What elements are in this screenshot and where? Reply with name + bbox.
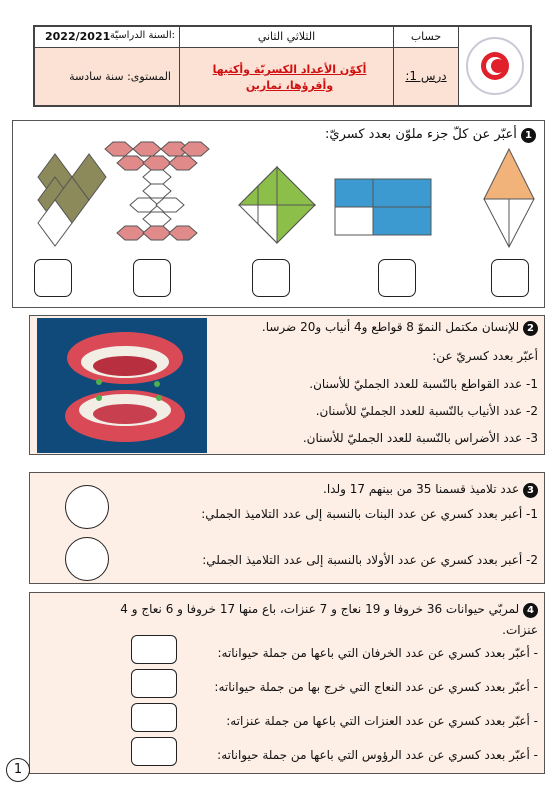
ex1-answer-box-5[interactable]	[491, 259, 529, 297]
figure-orange-kite	[484, 149, 534, 247]
exercise-3	[29, 472, 545, 584]
ex4-number: 4	[523, 603, 538, 618]
ex1-answer-box-3[interactable]	[252, 259, 290, 297]
header-table	[33, 25, 532, 107]
subject: حساب	[410, 30, 442, 43]
ex4-item-1: - أعبّر بعدد كسري عن عدد الخرفان التي باعها من جملة حيواناته:	[217, 646, 538, 660]
ex4-answer-box-4[interactable]	[131, 737, 177, 766]
level-value: سنة سادسة	[69, 70, 124, 83]
level-label: المستوى:	[127, 70, 171, 83]
ex1-answer-box-1[interactable]	[34, 259, 72, 297]
lesson-title-cell	[179, 47, 394, 106]
ex2-intro-line	[262, 320, 538, 336]
ex3-number: 3	[523, 483, 538, 498]
ex1-instruction: أعبّر عن كلّ جزء ملوّن بعدد كسريّ:	[325, 127, 517, 142]
ex2-item-2: 2- عدد الأنياب بالنّسبة للعدد الجمليّ للأسنان.	[315, 404, 538, 418]
ex4-answer-box-2[interactable]	[131, 669, 177, 698]
year-label: السنة الدراسيّة:	[109, 30, 175, 41]
lesson-title: أكوّن الأعداد الكسريّة وأكتبها وأقرؤها، تمارين	[212, 63, 367, 92]
year-cell	[34, 26, 180, 48]
ex2-number: 2	[523, 321, 538, 336]
teeth-icon	[37, 318, 207, 453]
ex3-item-1: 1- أعبر بعدد كسري عن عدد البنات بالنسبة إلى عدد التلاميذ الجملي:	[201, 507, 538, 521]
figure-olive-rhombi	[38, 154, 106, 246]
ex1-answer-box-4[interactable]	[378, 259, 416, 297]
lesson-label: درس 1:	[405, 69, 447, 83]
figure-salmon-hexagons	[105, 142, 209, 240]
level-cell	[34, 47, 180, 106]
ex3-intro-line	[323, 482, 538, 498]
ex4-intro-line-1	[120, 602, 538, 618]
term-cell	[179, 26, 394, 48]
ex1-figures	[13, 139, 546, 259]
figure-green-square	[239, 167, 315, 243]
exercise-2	[29, 315, 545, 455]
ex1-answer-box-2[interactable]	[133, 259, 171, 297]
page-number-text: 1	[13, 762, 23, 777]
ex4-answer-box-1[interactable]	[131, 635, 177, 664]
subject-cell	[393, 26, 459, 48]
ex4-answer-box-3[interactable]	[131, 703, 177, 732]
ex3-answer-circle-2[interactable]	[65, 537, 109, 581]
ex4-intro-2: عنزات.	[502, 623, 538, 637]
tunisia-flag-logo	[465, 36, 525, 96]
logo-cell	[458, 26, 531, 106]
exercise-1	[12, 120, 545, 308]
teeth-illustration	[37, 318, 207, 453]
ex2-instruction: أعبّر بعدد كسريّ عن:	[432, 349, 538, 363]
term: الثلاثي الثاني	[257, 30, 316, 43]
ex4-item-3: - أعبّر بعدد كسري عن عدد العنزات التي باعها من جملة عنزاته:	[226, 714, 538, 728]
ex3-answer-circle-1[interactable]	[65, 485, 109, 529]
ex4-intro-1: لمربّي حيوانات 36 خروفا و 19 نعاج و 7 عنزات، باع منها 17 خروفا و 6 نعاج و 4	[120, 602, 520, 616]
ex4-item-4: - أعبّر بعدد كسري عن عدد الرؤوس التي باعها من جملة حيواناته:	[217, 748, 538, 762]
page-number	[6, 758, 30, 782]
ex4-item-2: - أعبّر بعدد كسري عن عدد النعاج التي خرج بها من جملة حيواناته:	[214, 680, 538, 694]
ex3-item-2: 2- أعبر بعدد كسري عن عدد الأولاد بالنسبة إلى عدد التلاميذ الجملي:	[202, 553, 538, 567]
ex3-intro: عدد تلاميذ قسمنا 35 من بينهم 17 ولدا.	[323, 482, 520, 496]
ex1-number: 1	[521, 128, 536, 143]
ex2-item-3: 3- عدد الأضراس بالنّسبة للعدد الجمليّ للأسنان.	[302, 431, 538, 445]
figure-blue-rectangle	[335, 179, 431, 235]
year-value: 2022/2021	[45, 30, 111, 43]
ex2-intro: للإنسان مكتمل النموّ 8 قواطع و4 أنياب و20 ضرسا.	[261, 320, 520, 334]
exercise-4	[29, 592, 545, 774]
lesson-label-cell	[393, 47, 459, 106]
ex2-item-1: 1- عدد القواطع بالنّسبة للعدد الجمليّ للأسنان.	[309, 377, 538, 391]
